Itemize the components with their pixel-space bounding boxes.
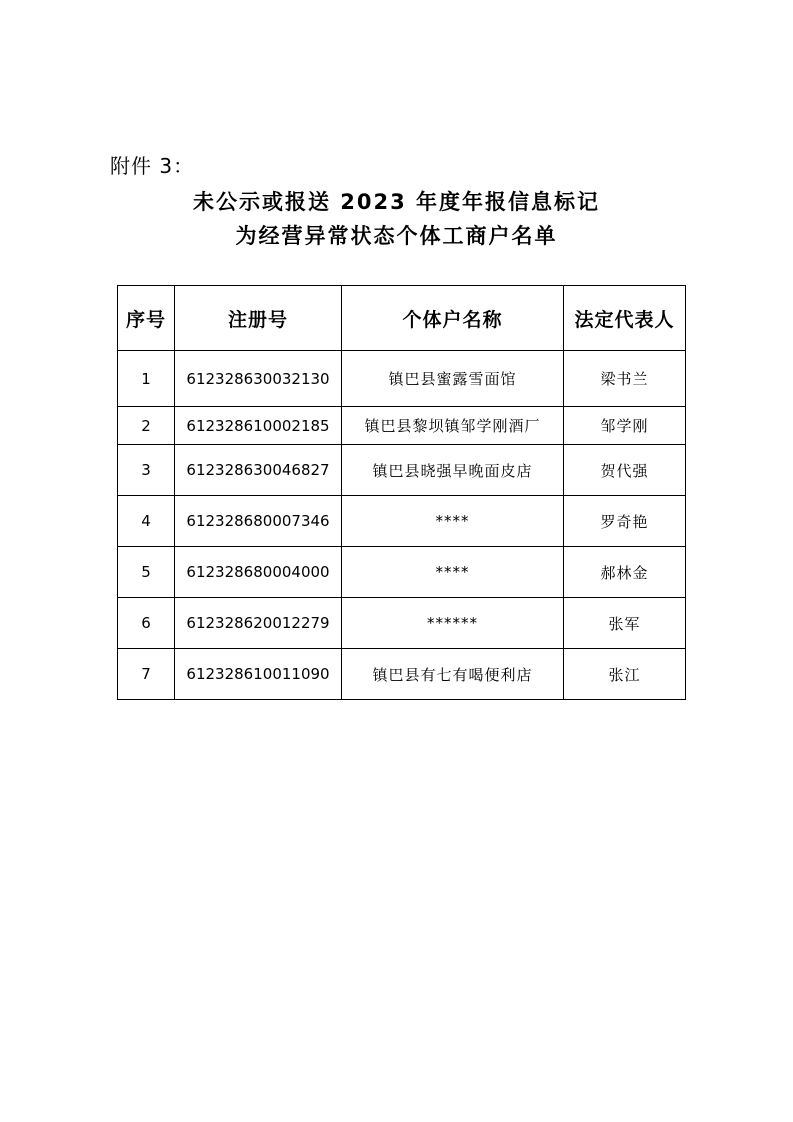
table-row (118, 351, 686, 407)
row-business-name: 镇巴县黎坝镇邹学刚酒厂 (342, 407, 564, 445)
row-business-name: 镇巴县有七有喝便利店 (342, 649, 564, 700)
attachment-label: 附件 3： (110, 154, 195, 178)
row-index: 2 (118, 407, 175, 445)
header-business-name: 个体户名称 (342, 286, 564, 351)
row-business-name: ****** (342, 598, 564, 649)
row-index: 7 (118, 649, 175, 700)
header-registration-number: 注册号 (175, 286, 342, 351)
row-registration-number: 612328630046827 (175, 445, 342, 496)
row-legal-representative: 梁书兰 (564, 351, 686, 407)
table-header-row (118, 286, 686, 351)
row-registration-number: 612328680007346 (175, 496, 342, 547)
document-title-line-2: 为经营异常状态个体工商户名单 (235, 224, 558, 248)
row-index: 1 (118, 351, 175, 407)
table-row (118, 598, 686, 649)
row-legal-representative: 张江 (564, 649, 686, 700)
row-index: 3 (118, 445, 175, 496)
row-business-name: **** (342, 547, 564, 598)
business-roster-table (117, 285, 686, 700)
row-legal-representative: 郝林金 (564, 547, 686, 598)
row-registration-number: 612328620012279 (175, 598, 342, 649)
table-row (118, 547, 686, 598)
row-legal-representative: 张军 (564, 598, 686, 649)
row-index: 5 (118, 547, 175, 598)
row-registration-number: 612328630032130 (175, 351, 342, 407)
row-registration-number: 612328680004000 (175, 547, 342, 598)
table-row (118, 445, 686, 496)
row-business-name: **** (342, 496, 564, 547)
table-row (118, 496, 686, 547)
table-row (118, 407, 686, 445)
row-legal-representative: 邹学刚 (564, 407, 686, 445)
row-registration-number: 612328610011090 (175, 649, 342, 700)
row-index: 4 (118, 496, 175, 547)
row-business-name: 镇巴县晓强早晚面皮店 (342, 445, 564, 496)
row-index: 6 (118, 598, 175, 649)
table-row (118, 649, 686, 700)
row-business-name: 镇巴县蜜露雪面馆 (342, 351, 564, 407)
document-title-line-1: 未公示或报送 2023 年度年报信息标记 (192, 190, 601, 214)
row-legal-representative: 罗奇艳 (564, 496, 686, 547)
row-registration-number: 612328610002185 (175, 407, 342, 445)
header-index: 序号 (118, 286, 175, 351)
row-legal-representative: 贺代强 (564, 445, 686, 496)
header-legal-representative: 法定代表人 (564, 286, 686, 351)
